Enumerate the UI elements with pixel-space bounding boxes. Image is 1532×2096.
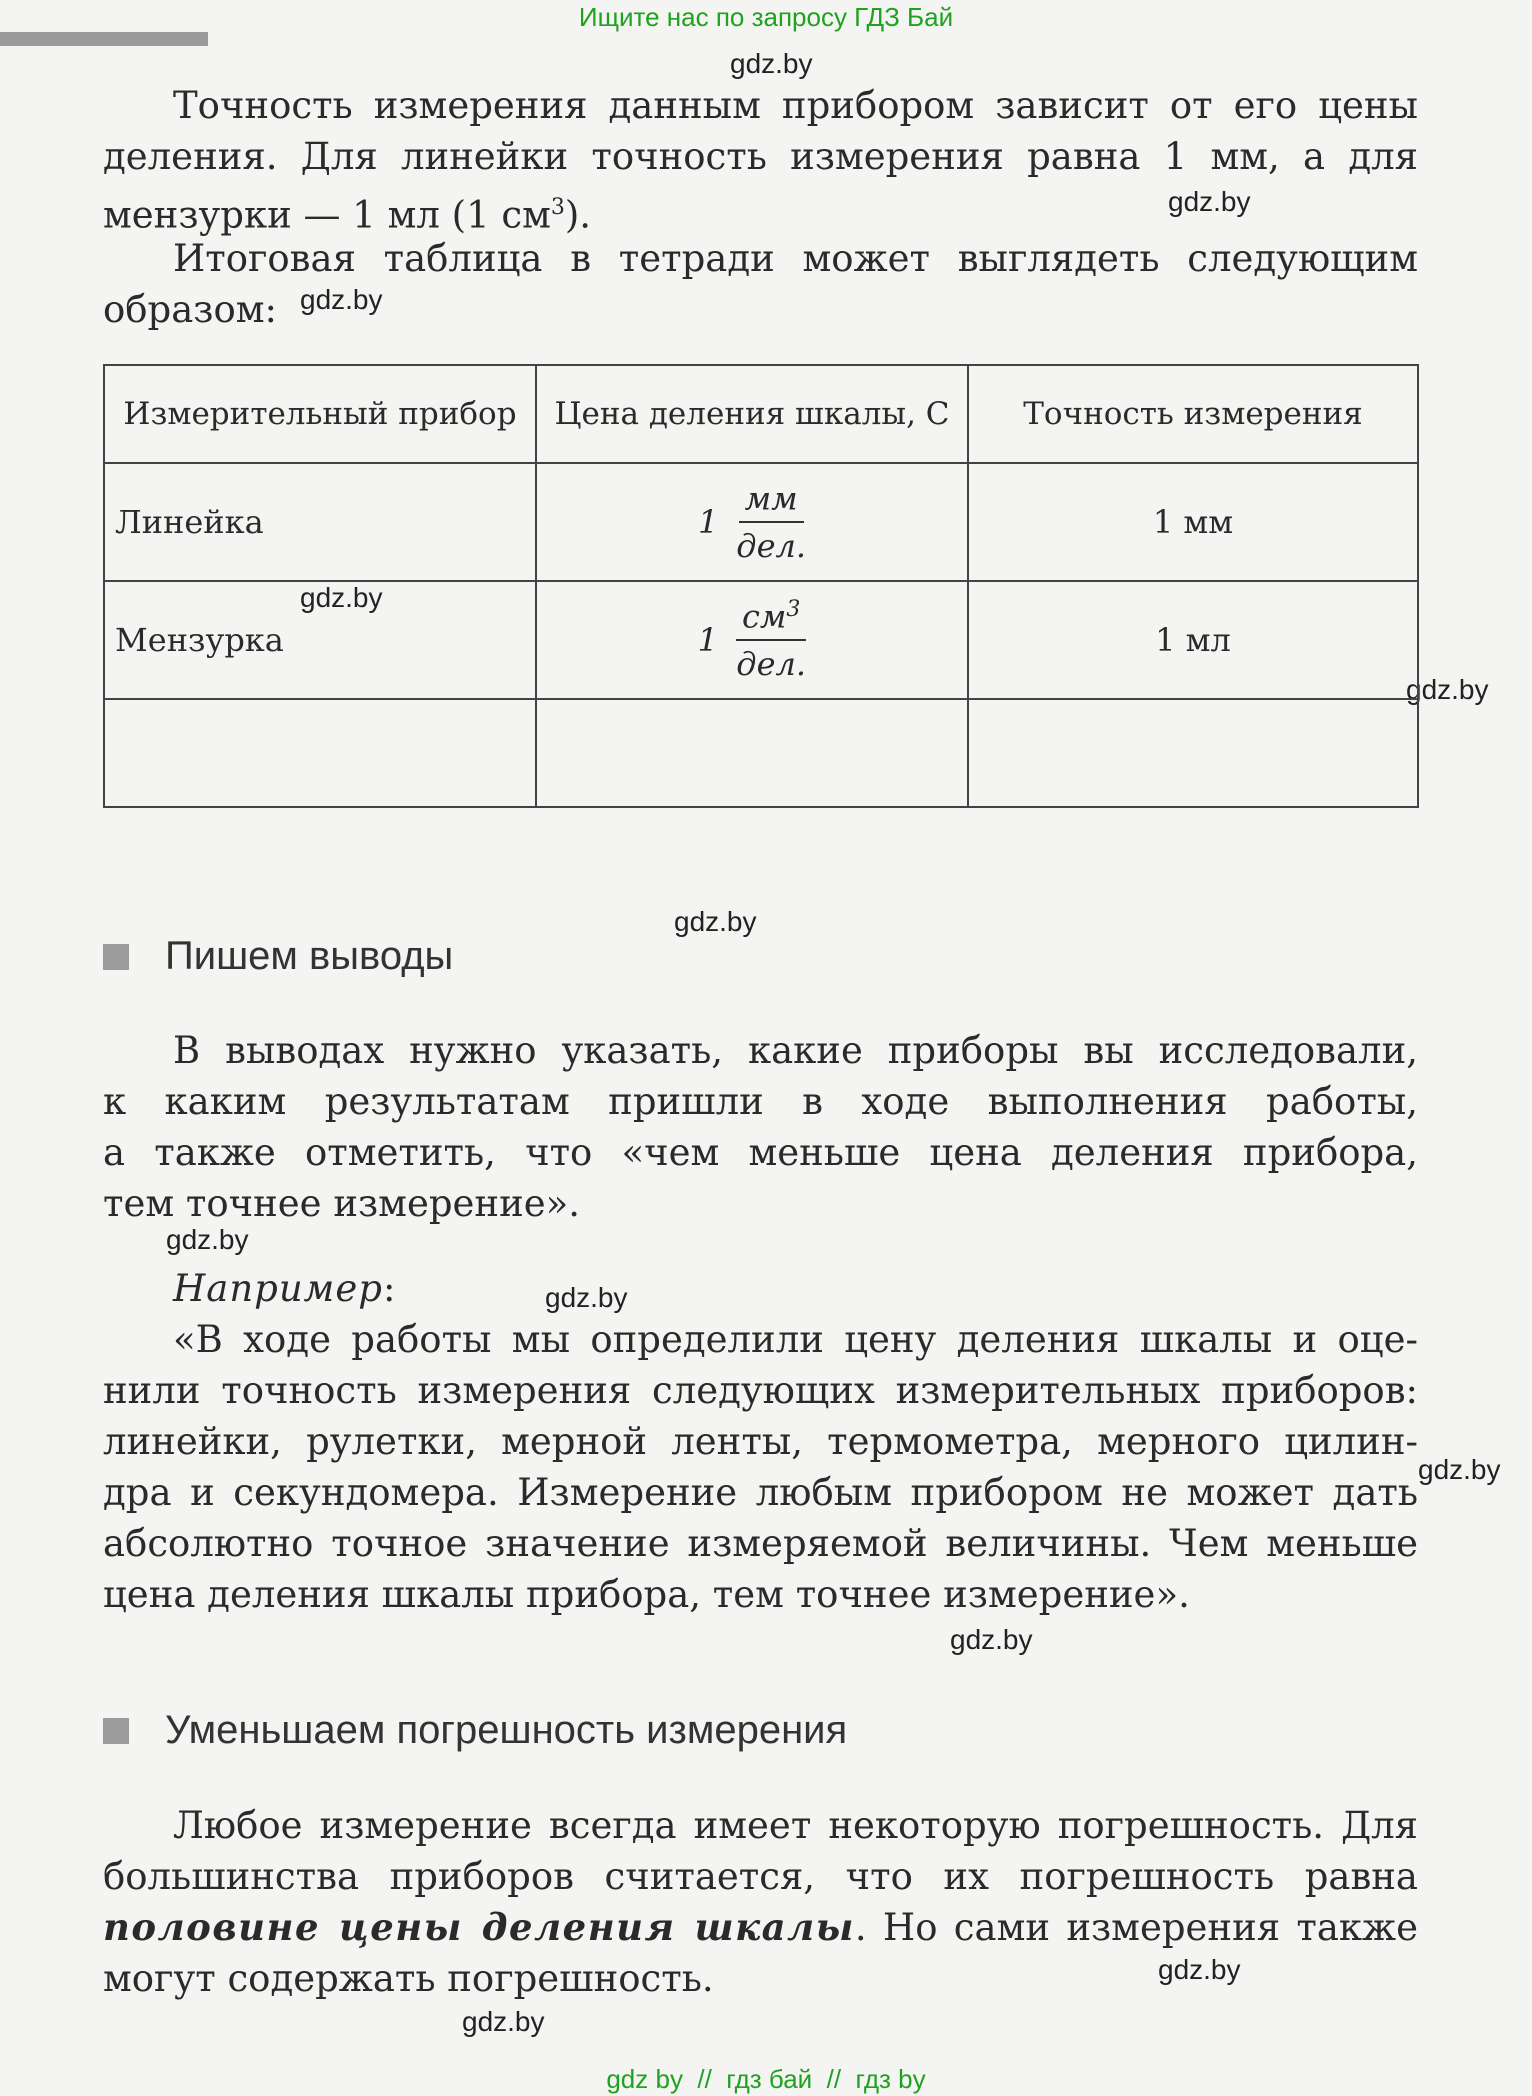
watermark-label: gdz.by <box>1158 1954 1241 1985</box>
table-intro-line: Итоговая таблица в тетради может выглядеть следующим <box>173 237 1418 280</box>
results-table <box>103 364 1419 808</box>
error-paragraph <box>103 1800 1418 2004</box>
bullet-square-icon <box>103 1718 129 1744</box>
intro-line: Точность измерения данным прибором зависит от его цены <box>173 84 1418 127</box>
intro-text: ). <box>564 193 592 237</box>
conclusions-line: тем точнее измерение». <box>103 1182 581 1225</box>
watermark-label: gdz.by <box>674 906 757 937</box>
accuracy-cell: 1 мл <box>968 581 1418 699</box>
section-heading <box>103 1708 847 1753</box>
example-colon: : <box>382 1267 396 1310</box>
watermark-label: gdz.by <box>950 1624 1033 1655</box>
intro-text: мензурки — 1 мл (1 см <box>103 193 551 237</box>
fraction <box>698 597 807 684</box>
bullet-square-icon <box>103 944 129 970</box>
table-row <box>104 463 1418 581</box>
table-intro-line: образом: <box>103 288 277 331</box>
fraction <box>698 479 806 566</box>
fraction-coef: 1 <box>697 621 718 659</box>
watermark-label: gdz.by <box>462 2006 545 2037</box>
division-cell <box>536 581 968 699</box>
intro-line <box>103 182 1418 240</box>
intro-line: деления. Для линейки точность измерения равна 1 мм, а для <box>103 135 1418 178</box>
table-header-cell: Цена деления шкалы, C <box>536 365 968 463</box>
empty-cell <box>968 699 1418 807</box>
example-line <box>103 1263 1418 1314</box>
example-text-line: дра и секундомера. Измерение любым прибором не может дать <box>103 1471 1418 1514</box>
emphasis-text: половине цены деления шкалы <box>103 1905 855 1949</box>
fraction-denominator: дел. <box>736 645 807 684</box>
numerator-unit: мм <box>744 479 798 518</box>
example-text-line: линейки, рулетки, мерной ленты, термометра, мерного цилин- <box>103 1420 1418 1463</box>
empty-cell <box>104 699 536 807</box>
table-header-cell: Измерительный прибор <box>104 365 536 463</box>
device-cell: Линейка <box>104 463 536 581</box>
conclusions-line: к каким результатам пришли в ходе выполнения работы, <box>103 1080 1418 1123</box>
conclusions-paragraph <box>103 1025 1418 1229</box>
error-line <box>103 1902 1418 1953</box>
example-text-line: нили точность измерения следующих измерительных приборов: <box>103 1369 1418 1412</box>
example-paragraph <box>103 1314 1418 1620</box>
error-line: большинства приборов считается, что их погрешность равна <box>103 1855 1418 1898</box>
fraction-denominator: дел. <box>736 527 807 566</box>
table-row-empty <box>104 699 1418 807</box>
intro-paragraph <box>103 80 1418 240</box>
error-text: . Но сами измерения также <box>854 1906 1418 1949</box>
error-line: могут содержать погрешность. <box>103 1957 714 2000</box>
fraction-numerator <box>736 597 806 642</box>
fraction-coef: 1 <box>697 503 719 541</box>
table-header-cell: Точность измерения <box>968 365 1418 463</box>
page-corner-mark <box>0 32 208 46</box>
watermark-label: gdz.by <box>1168 186 1251 217</box>
watermark-footer: gdz by // гдз бай // гдз by <box>606 2064 926 2094</box>
table-intro-paragraph <box>103 233 1418 335</box>
example-label-line <box>103 1263 1418 1314</box>
numerator-sup: 3 <box>786 596 801 622</box>
empty-cell <box>536 699 968 807</box>
watermark-label: gdz.by <box>545 1282 628 1313</box>
fraction-numerator <box>739 479 804 524</box>
section-title: Пишем выводы <box>165 934 454 978</box>
conclusions-line: а также отметить, что «чем меньше цена деления прибора, <box>103 1131 1418 1174</box>
example-text-line: абсолютно точное значение измеряемой величины. Чем меньше <box>103 1522 1418 1565</box>
watermark-label: gdz.by <box>166 1224 249 1255</box>
superscript: 3 <box>550 195 565 220</box>
division-cell <box>536 463 968 581</box>
watermark-label: gdz.by <box>730 48 813 79</box>
watermark-label: gdz.by <box>300 284 383 315</box>
device-cell: Мензурка <box>104 581 536 699</box>
watermark-label: gdz.by <box>1418 1454 1501 1485</box>
watermark-label: gdz.by <box>1406 674 1489 705</box>
section-title: Уменьшаем погрешность измерения <box>165 1708 848 1752</box>
watermark-banner: Ищите нас по запросу ГДЗ Бай <box>578 2 954 32</box>
error-line: Любое измерение всегда имеет некоторую погрешность. Для <box>173 1804 1418 1847</box>
accuracy-cell: 1 мм <box>968 463 1418 581</box>
watermark-label: gdz.by <box>300 582 383 613</box>
example-label: Например <box>173 1267 383 1310</box>
conclusions-line: В выводах нужно указать, какие приборы вы исследовали, <box>173 1029 1418 1072</box>
table-row <box>104 581 1418 699</box>
section-heading <box>103 934 453 979</box>
numerator-unit: см <box>741 597 787 636</box>
example-text-line: цена деления шкалы прибора, тем точнее измерение». <box>103 1573 1190 1616</box>
table-header-row <box>104 365 1418 463</box>
example-text-line: «В ходе работы мы определили цену деления шкалы и оце- <box>173 1318 1418 1361</box>
